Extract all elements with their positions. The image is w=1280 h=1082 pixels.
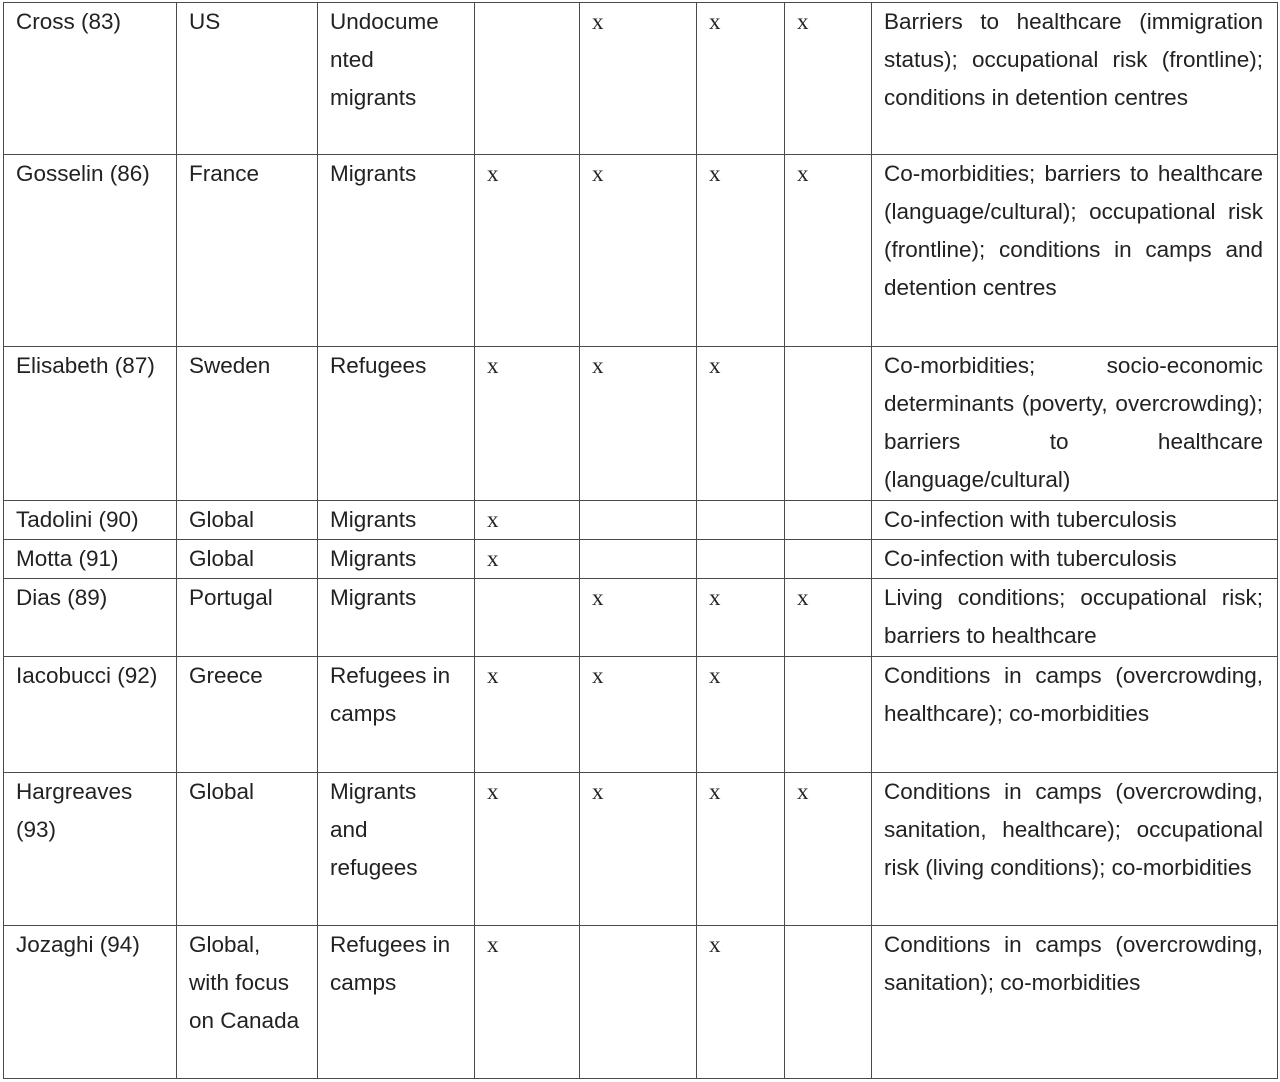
mark-cell: x — [475, 773, 580, 926]
study-cell: Gosselin (86) — [4, 155, 177, 347]
population-line: Undocume — [330, 9, 439, 34]
mark-cell: x — [475, 926, 580, 1079]
mark-cell: x — [580, 3, 697, 155]
population-cell: Migrants — [318, 501, 475, 540]
country-cell: US — [177, 3, 318, 155]
mark-cell: x — [475, 540, 580, 579]
mark-cell: x — [785, 773, 872, 926]
mark-cell: x — [785, 155, 872, 347]
mark-cell — [475, 579, 580, 657]
country-cell: Portugal — [177, 579, 318, 657]
population-cell: Refugees — [318, 347, 475, 501]
mark-cell: x — [697, 926, 785, 1079]
population-cell: Migrants — [318, 540, 475, 579]
mark-cell — [580, 501, 697, 540]
mark-cell: x — [697, 3, 785, 155]
table-row — [4, 540, 1278, 579]
notes-cell: Co-morbidities; barriers to healthcare (language/cultural); occupational risk (frontline); conditions in camps and detention centres — [872, 155, 1278, 347]
mark-cell — [697, 540, 785, 579]
mark-cell: x — [697, 579, 785, 657]
population-cell: Refugees in camps — [318, 926, 475, 1079]
mark-cell: x — [697, 155, 785, 347]
mark-cell — [580, 540, 697, 579]
country-cell: Global — [177, 773, 318, 926]
notes-cell: Co-morbidities; socio-economic determinants (poverty, overcrowding); barriers to healthcare (language/cultural) — [872, 347, 1278, 501]
population-cell — [318, 3, 475, 155]
study-cell: Cross (83) — [4, 3, 177, 155]
notes-cell: Conditions in camps (overcrowding, sanitation, healthcare); occupational risk (living conditions); co-morbidities — [872, 773, 1278, 926]
notes-cell: Living conditions; occupational risk; barriers to healthcare — [872, 579, 1278, 657]
population-cell: Refugees in camps — [318, 657, 475, 773]
country-cell: Global — [177, 501, 318, 540]
notes-cell: Co-infection with tuberculosis — [872, 540, 1278, 579]
mark-cell: x — [475, 155, 580, 347]
mark-cell: x — [697, 657, 785, 773]
mark-cell: x — [697, 347, 785, 501]
study-cell: Dias (89) — [4, 579, 177, 657]
mark-cell — [475, 3, 580, 155]
population-cell: Migrants and refugees — [318, 773, 475, 926]
country-cell: Global — [177, 540, 318, 579]
table-row — [4, 501, 1278, 540]
mark-cell — [785, 540, 872, 579]
mark-cell: x — [697, 773, 785, 926]
mark-cell: x — [475, 501, 580, 540]
mark-cell: x — [785, 3, 872, 155]
population-line: migrants — [330, 85, 417, 110]
mark-cell: x — [580, 657, 697, 773]
mark-cell — [785, 926, 872, 1079]
table-body — [4, 3, 1278, 1079]
table-row — [4, 579, 1278, 657]
table-row — [4, 657, 1278, 773]
country-cell: Global, with focus on Canada — [177, 926, 318, 1079]
country-cell: France — [177, 155, 318, 347]
table-row — [4, 155, 1278, 347]
study-cell: Tadolini (90) — [4, 501, 177, 540]
mark-cell — [785, 657, 872, 773]
mark-cell: x — [580, 347, 697, 501]
study-cell: Jozaghi (94) — [4, 926, 177, 1079]
table-row — [4, 926, 1278, 1079]
mark-cell — [785, 347, 872, 501]
mark-cell: x — [580, 155, 697, 347]
notes-cell: Co-infection with tuberculosis — [872, 501, 1278, 540]
mark-cell: x — [580, 579, 697, 657]
mark-cell: x — [580, 773, 697, 926]
mark-cell — [785, 501, 872, 540]
mark-cell: x — [475, 657, 580, 773]
mark-cell: x — [475, 347, 580, 501]
mark-cell — [697, 501, 785, 540]
table-row — [4, 773, 1278, 926]
country-cell: Sweden — [177, 347, 318, 501]
notes-cell: Conditions in camps (overcrowding, sanitation); co-morbidities — [872, 926, 1278, 1079]
mark-cell — [580, 926, 697, 1079]
country-cell: Greece — [177, 657, 318, 773]
table-row — [4, 347, 1278, 501]
table-row — [4, 3, 1278, 155]
study-cell: Motta (91) — [4, 540, 177, 579]
notes-cell: Barriers to healthcare (immigration status); occupational risk (frontline); conditions in detention centres — [872, 3, 1278, 155]
study-cell: Iacobucci (92) — [4, 657, 177, 773]
studies-table — [3, 2, 1278, 1079]
mark-cell: x — [785, 579, 872, 657]
population-line: nted — [330, 47, 374, 72]
population-cell: Migrants — [318, 579, 475, 657]
notes-cell: Conditions in camps (overcrowding, healthcare); co-morbidities — [872, 657, 1278, 773]
study-cell: Hargreaves (93) — [4, 773, 177, 926]
study-cell: Elisabeth (87) — [4, 347, 177, 501]
population-cell: Migrants — [318, 155, 475, 347]
